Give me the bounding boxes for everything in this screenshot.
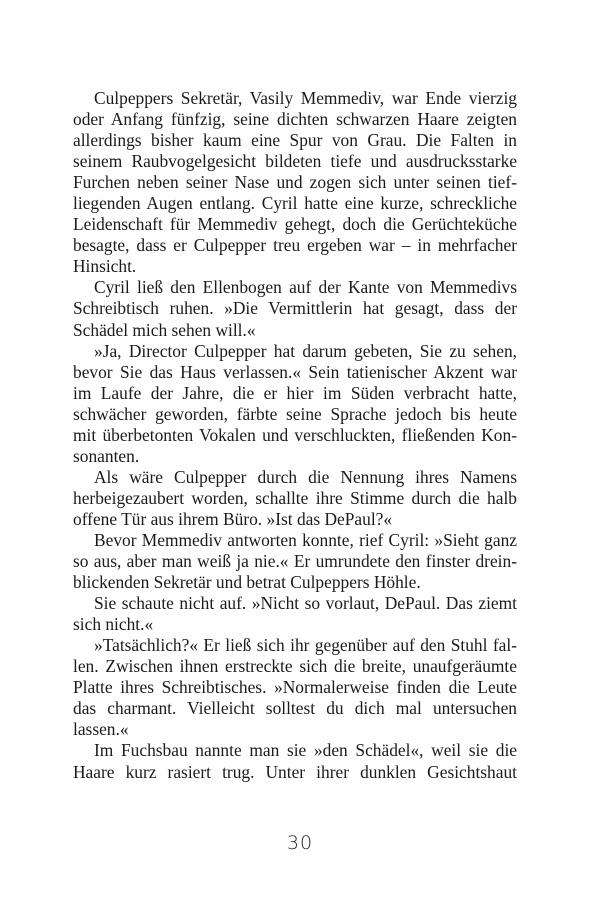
text-line: im Laufe der Jahre, die er hier im Süden verbracht hatte,: [73, 382, 517, 403]
body-text: [73, 88, 517, 783]
text-line: liegenden Augen entlang. Cyril hatte eine kurze, schreckliche: [73, 193, 517, 214]
text-line: herbeigezaubert worden, schallte ihre Stimme durch die halb: [73, 487, 517, 508]
text-line: blickenden Sekretär und betrat Culpeppers Höhle.: [73, 572, 421, 593]
text-line: lassen.«: [73, 719, 129, 740]
text-line: besagte, dass er Culpepper treu ergeben war – in mehrfacher: [73, 235, 517, 256]
page-number: 30: [286, 832, 314, 854]
text-line: Hinsicht.: [73, 256, 137, 277]
paragraph: [73, 88, 517, 277]
text-line: Als wäre Culpepper durch die Nennung ihres Namens: [94, 466, 517, 487]
text-line: len. Zwischen ihnen erstreckte sich die breite, unaufgeräumte: [73, 656, 517, 677]
text-line: bevor Sie das Haus verlassen.« Sein tatienischer Akzent war: [73, 361, 517, 382]
text-line: »Tatsächlich?« Er ließ sich ihr gegenüber auf den Stuhl fal-: [94, 635, 517, 656]
text-line: sonanten.: [73, 445, 140, 466]
text-line: das charmant. Vielleicht solltest du dich mal untersuchen: [73, 698, 517, 719]
paragraph: [73, 593, 517, 635]
text-line: mit überbetonten Vokalen und verschluckten, fließenden Kon-: [73, 424, 517, 445]
paragraph: [73, 277, 517, 340]
paragraph: [73, 341, 517, 467]
text-line: offene Tür aus ihrem Büro. »Ist das DePaul?«: [73, 508, 393, 529]
text-line: oder Anfang fünfzig, seine dichten schwarzen Haare zeigten: [73, 109, 517, 130]
text-line: Schädel mich sehen will.«: [73, 319, 256, 340]
text-line: Schreibtisch ruhen. »Die Vermittlerin hat gesagt, dass der: [73, 298, 517, 319]
text-line: allerdings bisher kaum eine Spur von Grau. Die Falten in: [73, 130, 517, 151]
text-line: Sie schaute nicht auf. »Nicht so vorlaut, DePaul. Das ziemt: [94, 593, 517, 614]
paragraph: [73, 467, 517, 530]
paragraph: [73, 530, 517, 593]
paragraph: [73, 740, 517, 782]
text-line: Culpeppers Sekretär, Vasily Memmediv, war Ende vierzig: [94, 88, 517, 108]
text-line: sich nicht.«: [73, 614, 154, 635]
text-line: Cyril ließ den Ellenbogen auf der Kante von Memmedivs: [94, 277, 517, 298]
text-line: »Ja, Director Culpepper hat darum gebeten, Sie zu sehen,: [94, 340, 517, 361]
text-line: schwächer geworden, färbte seine Sprache jedoch bis heute: [73, 403, 517, 424]
text-line: Im Fuchsbau nannte man sie »den Schädel«, weil sie die: [94, 740, 517, 761]
text-line: Haare kurz rasiert trug. Unter ihrer dunklen Gesichtshaut: [73, 761, 517, 782]
paragraph: [73, 635, 517, 740]
text-line: so aus, aber man weiß ja nie.« Er umrundete den finster drein-: [73, 551, 517, 572]
text-line: Platte ihres Schreibtisches. »Normalerweise finden die Leute: [73, 677, 517, 698]
text-line: Furchen neben seiner Nase und zogen sich unter seinen tief-: [73, 172, 517, 193]
text-line: Bevor Memmediv antworten konnte, rief Cyril: »Sieht ganz: [94, 529, 517, 550]
text-line: seinem Raubvogelgesicht bildeten tiefe und ausdrucksstarke: [73, 151, 517, 172]
text-line: Leidenschaft für Memmediv gehegt, doch die Gerüchteküche: [73, 214, 517, 235]
